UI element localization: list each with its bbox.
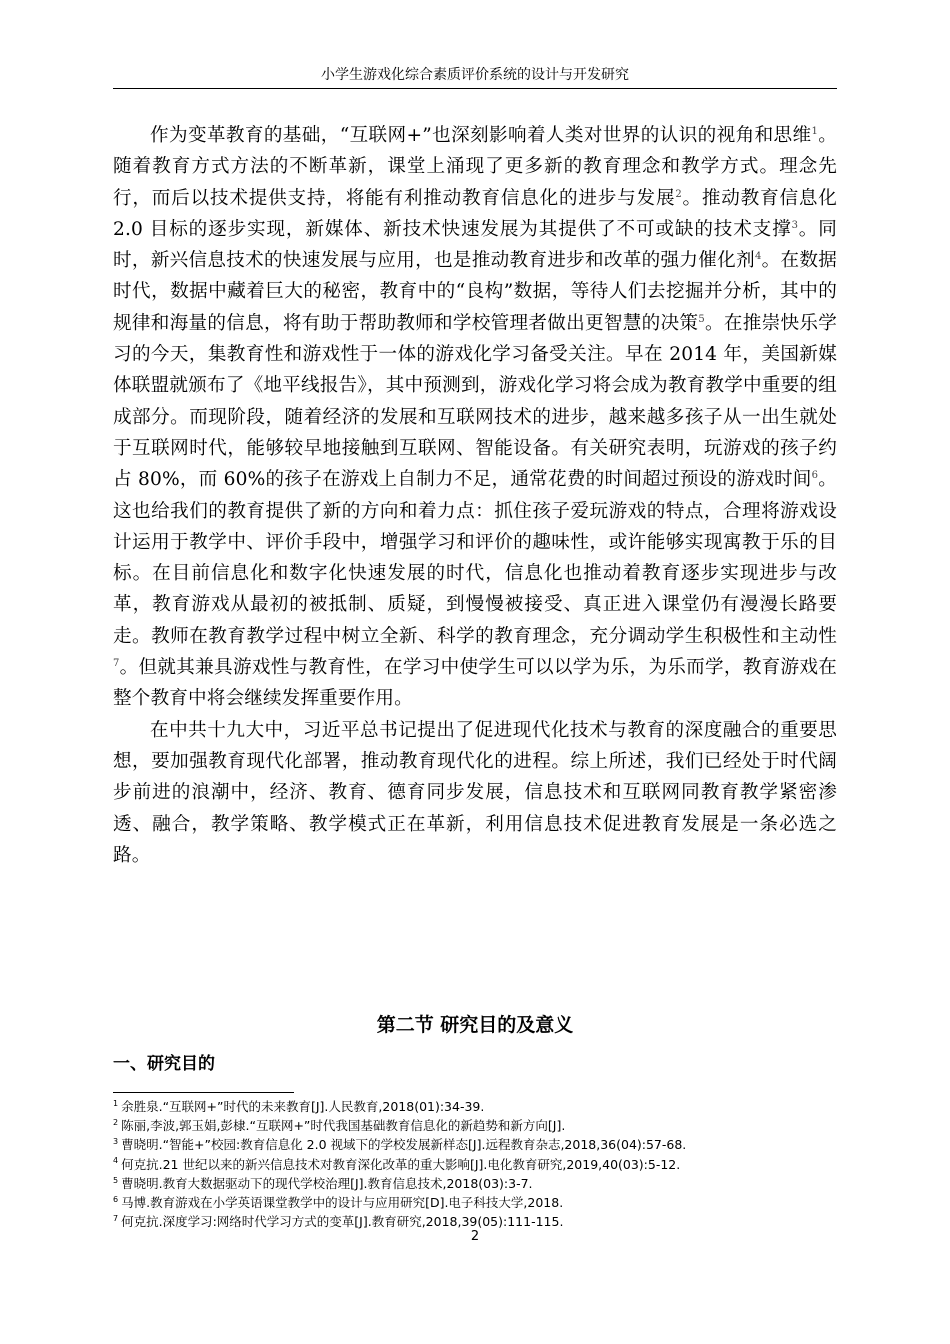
footnote-number: 7 [113, 1214, 119, 1224]
running-header: 小学生游戏化综合素质评价系统的设计与开发研究 [321, 67, 629, 83]
footnote-ref-3[interactable]: 3 [791, 219, 799, 231]
footnote-text: 马博.教育游戏在小学英语课堂教学中的设计与应用研究[D].电子科技大学,2018. [121, 1195, 564, 1211]
footnote-ref-4[interactable]: 4 [754, 251, 762, 262]
footnote-text: 余胜泉.“互联网+”时代的未来教育[J].人民教育,2018(01):34-39. [121, 1099, 485, 1114]
footnote-text: 陈丽,李波,郭玉娟,彭棣.“互联网+”时代我国基础教育信息化的新趋势和新方向[J]. [121, 1118, 566, 1134]
footnote-ref-7[interactable]: 7 [113, 657, 120, 669]
footnote-number: 2 [113, 1118, 119, 1128]
footnote-ref-2[interactable]: 2 [675, 188, 682, 200]
footnote-number: 6 [113, 1194, 119, 1204]
footnotes [113, 1097, 837, 1231]
body-paragraph-1 [113, 120, 837, 715]
body-paragraph-2 [113, 715, 837, 871]
footnote-text: 曹晓明.教育大数据驱动下的现代学校治理[J].教育信息技术,2018(03):3-7. [121, 1175, 533, 1191]
header-rule [113, 88, 837, 89]
footnote-number: 3 [113, 1137, 119, 1147]
footnote-3 [113, 1135, 837, 1154]
section-heading: 第二节 研究目的及意义 [376, 1014, 574, 1036]
footnote-ref-1[interactable]: 1 [811, 125, 819, 137]
footnote-text: 曹晓明.“智能+”校园:教育信息化 2.0 视域下的学校发展新样态[J].远程教育杂志,2018,36(04):57-68. [121, 1137, 687, 1153]
footnote-number: 1 [113, 1098, 119, 1108]
footnote-ref-6[interactable]: 6 [811, 470, 819, 482]
footnote-2 [113, 1116, 837, 1135]
text-run: 。但就其兼具游戏性与教育性，在学习中使学生可以以学为乐，为乐而学，教育游戏在整个教育中将会继续发挥重要作用。 [113, 657, 837, 710]
footnote-5 [113, 1174, 837, 1193]
footnote-text: 何克抗.21 世纪以来的新兴信息技术对教育深化改革的重大影响[J].电化教育研究,2019,40(03):5-12. [121, 1156, 681, 1172]
footnote-4 [113, 1155, 837, 1174]
text-run: 。这也给我们的教育提供了新的方向和着力点：抓住孩子爱玩游戏的特点，合理将游戏设计运用于教学中、评价手段中，增强学习和评价的趣味性，或许能够实现寓教于乐的目标。在目前信息化和数字化快速发展的时代，信息化也推动着教育逐步实现进步与改革，教育游戏从最初的被抵制、质疑，到慢慢被接受、真正进入课堂仍有漫漫长路要走。教师在教育教学过程中树立全新、科学的教育理念，充分调动学生积极性和主动性 [113, 469, 837, 647]
subsection-heading: 一、研究目的 [113, 1054, 215, 1074]
body-text [113, 120, 837, 871]
footnote-number: 4 [113, 1156, 119, 1166]
text-run: 在中共十九大中，习近平总书记提出了促进现代化技术与教育的深度融合的重要思想，要加强教育现代化部署，推动教育现代化的进程。综上所述，我们已经处于时代阔步前进的浪潮中，经济、教育、德育同步发展，信息技术和互联网同教育教学紧密渗透、融合，教学策略、教学模式正在革新，利用信息技术促进教育发展是一条必选之路。 [113, 719, 837, 866]
footnote-6 [113, 1193, 837, 1212]
text-run: 。在推崇快乐学习的今天，集教育性和游戏性于一体的游戏化学习备受关注。早在 2014 年，美国新媒体联盟就颁布了《地平线报告》，其中预测到，游戏化学习将会成为教育教学中重要的组成部分。而现阶段，随着经济的发展和互联网技术的进步，越来越多孩子从一出生就处于互联网时代，能够较早地接触到互联网、智能设备。有关研究表明，玩游戏的孩子约占 80%，而 60%的孩子在游戏上自制力不足，通常花费的时间超过预设的游戏时间 [113, 312, 837, 491]
text-run: 。随着教育方式方法的不断革新，课堂上涌现了更多新的教育理念和教学方式。理念先行，而后以技术提供支持，将能有利推动教育信息化的进步与发展 [113, 125, 838, 209]
text-run: 作为变革教育的基础，“互联网+”也深刻影响着人类对世界的认识的视角和思维 [150, 125, 812, 146]
page-number: 2 [470, 1229, 480, 1244]
footnote-text: 何克抗.深度学习:网络时代学习方式的变革[J].教育研究,2018,39(05):111-115. [121, 1214, 564, 1230]
footnote-number: 5 [113, 1175, 119, 1185]
footnote-separator [113, 1092, 294, 1093]
footnote-ref-5[interactable]: 5 [698, 313, 705, 325]
text-run: 。在数据时代，数据中藏着巨大的秘密，教育中的“良构”数据，等待人们去挖掘并分析，其中的规律和海量的信息，将有助于帮助教师和学校管理者做出更智慧的决策 [113, 250, 837, 334]
text-run: 。推动教育信息化 2.0 目标的逐步实现，新媒体、新技术快速发展为其提供了不可或缺的技术支撑 [113, 187, 837, 240]
footnote-1 [113, 1097, 837, 1116]
text-run: 。同时，新兴信息技术的快速发展与应用，也是推动教育进步和改革的强力催化剂 [113, 218, 837, 272]
